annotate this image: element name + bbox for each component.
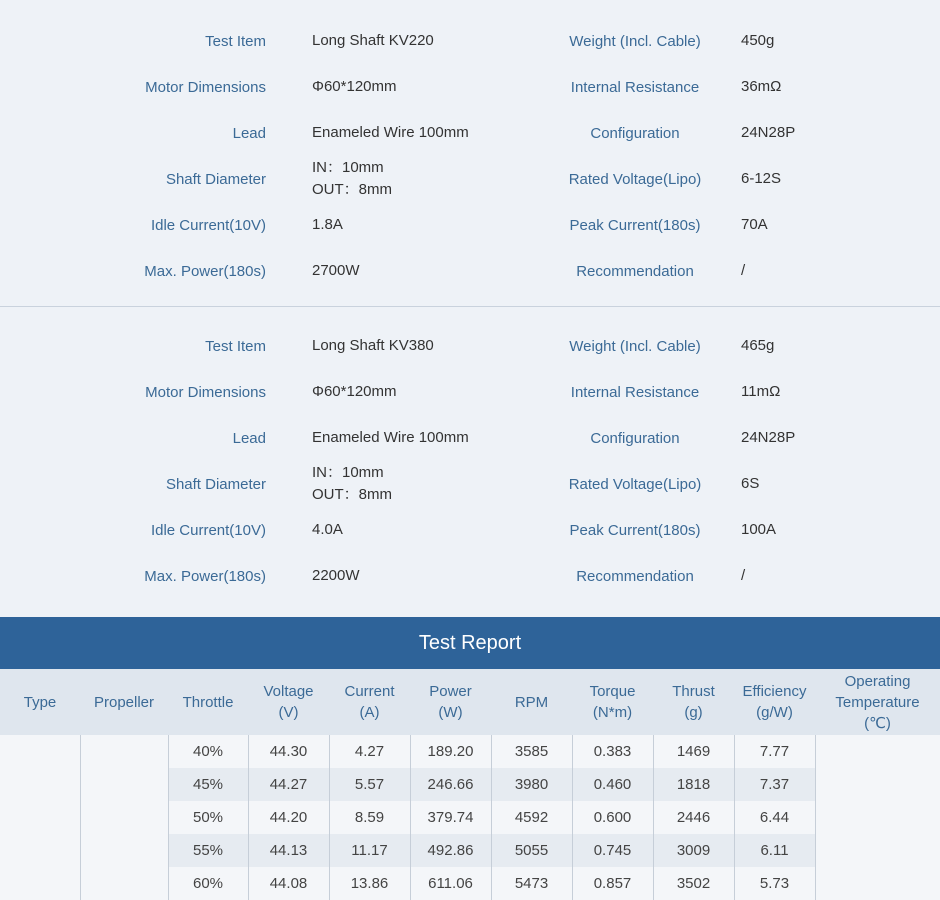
spec-label: Idle Current(10V) (150, 521, 266, 539)
table-cell: 45% (168, 768, 248, 801)
table-cell (0, 768, 80, 801)
column-header-line: (A) (359, 704, 380, 721)
spec-value: 70A (741, 216, 768, 233)
table-cell: 6.11 (734, 834, 815, 867)
spec-value (312, 418, 542, 458)
table-cell (80, 768, 168, 801)
spec-label: Motor Dimensions (145, 383, 266, 401)
spec-label: Lead (232, 429, 266, 447)
table-cell: 7.77 (734, 735, 815, 768)
spec-value: 36mΩ (741, 78, 782, 95)
motor-spec-section-1 (0, 0, 940, 307)
table-row (0, 735, 940, 768)
column-header-line: Voltage (263, 683, 314, 700)
table-cell: 11.17 (329, 834, 410, 867)
spec-value-line: Φ60*120mm (312, 383, 397, 400)
spec-row (0, 67, 940, 107)
spec-row (0, 418, 940, 458)
column-header-line: (g/W) (756, 704, 793, 721)
table-cell: 3980 (491, 768, 572, 801)
spec-row (0, 251, 940, 291)
column-header-line: Throttle (182, 693, 234, 711)
spec-value (312, 556, 542, 596)
table-row (0, 768, 940, 801)
spec-value-line: Enameled Wire 100mm (312, 124, 469, 141)
spec-label: Motor Dimensions (145, 78, 266, 96)
table-row (0, 834, 940, 867)
test-report-table (0, 669, 940, 900)
column-header (572, 669, 653, 735)
spec-value (312, 21, 542, 61)
spec-row (0, 372, 940, 412)
test-report-title (0, 617, 940, 669)
table-cell: 492.86 (410, 834, 491, 867)
spec-row (0, 159, 940, 199)
spec-value (312, 67, 542, 107)
column-header (248, 669, 329, 735)
spec-label: Lead (232, 124, 266, 142)
spec-row (0, 113, 940, 153)
column-header-line: (N*m) (592, 704, 633, 721)
spec-value (312, 251, 542, 291)
spec-row (0, 464, 940, 504)
table-cell: 1818 (653, 768, 734, 801)
spec-value-line: Long Shaft KV380 (312, 337, 434, 354)
spec-label: Shaft Diameter (165, 170, 266, 188)
spec-value: 24N28P (741, 124, 796, 141)
column-header (653, 669, 734, 735)
spec-value-line: 4.0A (312, 521, 343, 538)
spec-label: Internal Resistance (570, 383, 700, 401)
spec-value: 6-12S (741, 170, 782, 187)
column-header (329, 669, 410, 735)
table-cell: 44.20 (248, 801, 329, 834)
spec-value (312, 205, 542, 245)
column-header-line: Operating (844, 672, 911, 690)
column-header-line: (W) (438, 704, 463, 721)
table-cell: 0.383 (572, 735, 653, 768)
column-header-line: Temperature (835, 693, 920, 711)
column-header-line: Thrust (672, 683, 715, 700)
table-cell (80, 867, 168, 900)
spec-label: Configuration (590, 429, 680, 447)
table-cell: 5473 (491, 867, 572, 900)
spec-label: Max. Power(180s) (144, 567, 266, 585)
table-cell (80, 834, 168, 867)
spec-label: Internal Resistance (570, 78, 700, 96)
table-cell: 189.20 (410, 735, 491, 768)
spec-label: Configuration (590, 124, 680, 142)
column-header-line: Propeller (93, 693, 155, 711)
table-cell: 0.745 (572, 834, 653, 867)
spec-row (0, 205, 940, 245)
table-cell: 3009 (653, 834, 734, 867)
spec-value: 465g (741, 337, 775, 354)
table-cell: 55% (168, 834, 248, 867)
spec-label: Test Item (205, 337, 266, 355)
spec-value: 24N28P (741, 429, 796, 446)
spec-label: Peak Current(180s) (569, 521, 701, 539)
spec-value (312, 372, 542, 412)
column-header-line: (V) (278, 704, 299, 721)
table-cell: 5055 (491, 834, 572, 867)
table-cell: 611.06 (410, 867, 491, 900)
spec-value-line: Enameled Wire 100mm (312, 429, 469, 446)
spec-value-line: IN：10mm (312, 159, 384, 176)
spec-value: / (741, 262, 746, 279)
spec-label: Rated Voltage(Lipo) (568, 475, 702, 493)
spec-value: 6S (741, 475, 760, 492)
table-cell (80, 735, 168, 768)
table-cell (0, 735, 80, 768)
spec-label: Recommendation (576, 567, 694, 585)
table-cell: 50% (168, 801, 248, 834)
column-header-line: Current (344, 683, 395, 700)
spec-value (312, 326, 542, 366)
column-header (410, 669, 491, 735)
table-cell (0, 867, 80, 900)
table-cell: 4.27 (329, 735, 410, 768)
column-header-line: (℃) (864, 714, 891, 732)
column-header-line: RPM (514, 693, 549, 711)
spec-value-line: 1.8A (312, 216, 343, 233)
spec-value-line: OUT：8mm (312, 486, 392, 503)
table-cell: 0.460 (572, 768, 653, 801)
spec-label: Test Item (205, 32, 266, 50)
table-cell (815, 867, 940, 900)
column-header (168, 669, 248, 735)
table-row (0, 867, 940, 900)
table-cell: 0.600 (572, 801, 653, 834)
table-cell: 3585 (491, 735, 572, 768)
spec-label: Idle Current(10V) (150, 216, 266, 234)
table-cell (80, 801, 168, 834)
spec-label: Peak Current(180s) (569, 216, 701, 234)
motor-spec-section-2 (0, 307, 940, 616)
spec-value: 450g (741, 32, 775, 49)
table-cell: 5.73 (734, 867, 815, 900)
test-report-title-text: Test Report (418, 631, 522, 654)
column-header (0, 669, 80, 735)
column-header (815, 669, 940, 735)
spec-label: Weight (Incl. Cable) (569, 32, 701, 50)
spec-value: 100A (741, 521, 777, 538)
column-header-line: Type (23, 693, 57, 711)
spec-label: Max. Power(180s) (144, 262, 266, 280)
table-cell: 40% (168, 735, 248, 768)
table-cell: 2446 (653, 801, 734, 834)
column-header (734, 669, 815, 735)
column-header-line: (g) (684, 704, 703, 721)
table-cell: 44.08 (248, 867, 329, 900)
table-cell (815, 735, 940, 768)
table-cell (815, 768, 940, 801)
column-header (491, 669, 572, 735)
spec-value-line: OUT：8mm (312, 181, 392, 198)
table-cell: 44.30 (248, 735, 329, 768)
spec-value (312, 510, 542, 550)
table-cell: 5.57 (329, 768, 410, 801)
table-header-row (0, 669, 940, 735)
spec-value: / (741, 567, 746, 584)
spec-value (312, 464, 542, 504)
table-cell (815, 801, 940, 834)
table-cell: 44.27 (248, 768, 329, 801)
spec-row (0, 510, 940, 550)
table-cell (0, 834, 80, 867)
spec-row (0, 556, 940, 596)
table-cell: 1469 (653, 735, 734, 768)
table-cell: 60% (168, 867, 248, 900)
table-cell: 7.37 (734, 768, 815, 801)
spec-value-line: Φ60*120mm (312, 78, 397, 95)
column-header-line: Torque (589, 683, 636, 700)
table-cell (0, 801, 80, 834)
spec-label: Rated Voltage(Lipo) (568, 170, 702, 188)
spec-value-line: IN：10mm (312, 464, 384, 481)
table-cell: 8.59 (329, 801, 410, 834)
table-row (0, 801, 940, 834)
table-cell: 246.66 (410, 768, 491, 801)
table-cell: 13.86 (329, 867, 410, 900)
spec-value-line: 2700W (312, 262, 360, 279)
table-cell: 379.74 (410, 801, 491, 834)
spec-row (0, 326, 940, 366)
spec-value: 11mΩ (741, 383, 781, 400)
table-cell: 6.44 (734, 801, 815, 834)
spec-label: Shaft Diameter (165, 475, 266, 493)
table-cell (815, 834, 940, 867)
table-cell: 4592 (491, 801, 572, 834)
spec-value-line: Long Shaft KV220 (312, 32, 434, 49)
column-header (80, 669, 168, 735)
column-header-line: Power (429, 683, 472, 700)
table-cell: 0.857 (572, 867, 653, 900)
spec-value-line: 2200W (312, 567, 360, 584)
spec-row (0, 21, 940, 61)
spec-value (312, 159, 542, 199)
table-cell: 3502 (653, 867, 734, 900)
spec-value (312, 113, 542, 153)
spec-label: Recommendation (576, 262, 694, 280)
column-header-line: Efficiency (742, 683, 807, 700)
table-cell: 44.13 (248, 834, 329, 867)
spec-label: Weight (Incl. Cable) (569, 337, 701, 355)
